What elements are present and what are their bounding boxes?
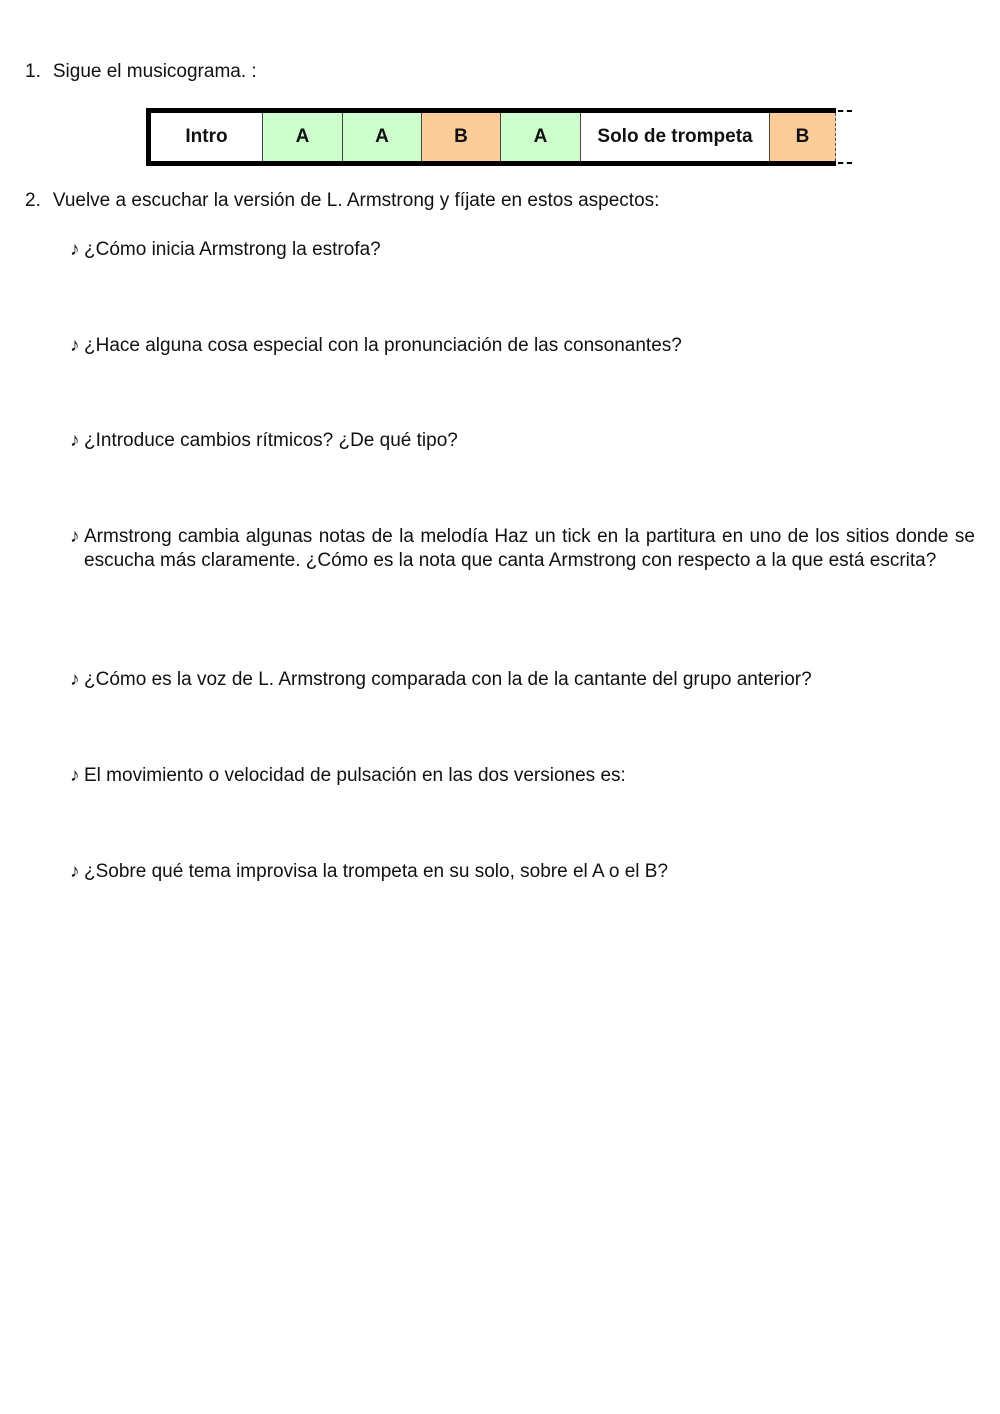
musicograma-continuation [836,108,854,166]
question-text: Sigue el musicograma. : [52,61,257,82]
eighth-note-icon: ♪ [70,861,80,882]
musicograma [146,108,854,166]
musicograma-table [146,108,836,166]
question-number: 1. [25,61,41,82]
eighth-note-icon: ♪ [70,526,80,547]
question-number: 2. [25,190,41,211]
eighth-note-icon: ♪ [70,239,80,260]
list-item: ♪ ¿Hace alguna cosa especial con la pronunciación de las consonantes? [70,335,682,356]
list-item: ♪ Armstrong cambia algunas notas de la melodía Haz un tick en la partitura en uno de los sitios donde se escucha más claramente. ¿Cómo es la nota que canta Armstrong con respecto a la que está escrita? [70,526,975,571]
list-item: ♪ ¿Cómo inicia Armstrong la estrofa? [70,239,381,260]
eighth-note-icon: ♪ [70,669,80,690]
eighth-note-icon: ♪ [70,335,80,356]
question-1 [25,60,257,84]
musicograma-cell-a: A [501,113,581,161]
list-item: ♪ ¿Cómo es la voz de L. Armstrong comparada con la de la cantante del grupo anterior? [70,669,812,690]
question-2 [25,189,659,213]
musicograma-cell-a: A [263,113,343,161]
musicograma-cell-b: B [770,113,836,161]
list-item: ♪ El movimiento o velocidad de pulsación en las dos versiones es: [70,765,626,786]
eighth-note-icon: ♪ [70,430,80,451]
musicograma-cell-a: A [343,113,422,161]
musicograma-cell-b: B [422,113,501,161]
musicograma-cell-solo: Solo de trompeta [581,113,770,161]
eighth-note-icon: ♪ [70,765,80,786]
question-text: Vuelve a escuchar la versión de L. Armstrong y fíjate en estos aspectos: [52,190,660,211]
list-item: ♪ ¿Sobre qué tema improvisa la trompeta en su solo, sobre el A o el B? [70,861,669,882]
list-item: ♪ ¿Introduce cambios rítmicos? ¿De qué tipo? [70,430,458,451]
musicograma-cell-intro: Intro [151,113,263,161]
